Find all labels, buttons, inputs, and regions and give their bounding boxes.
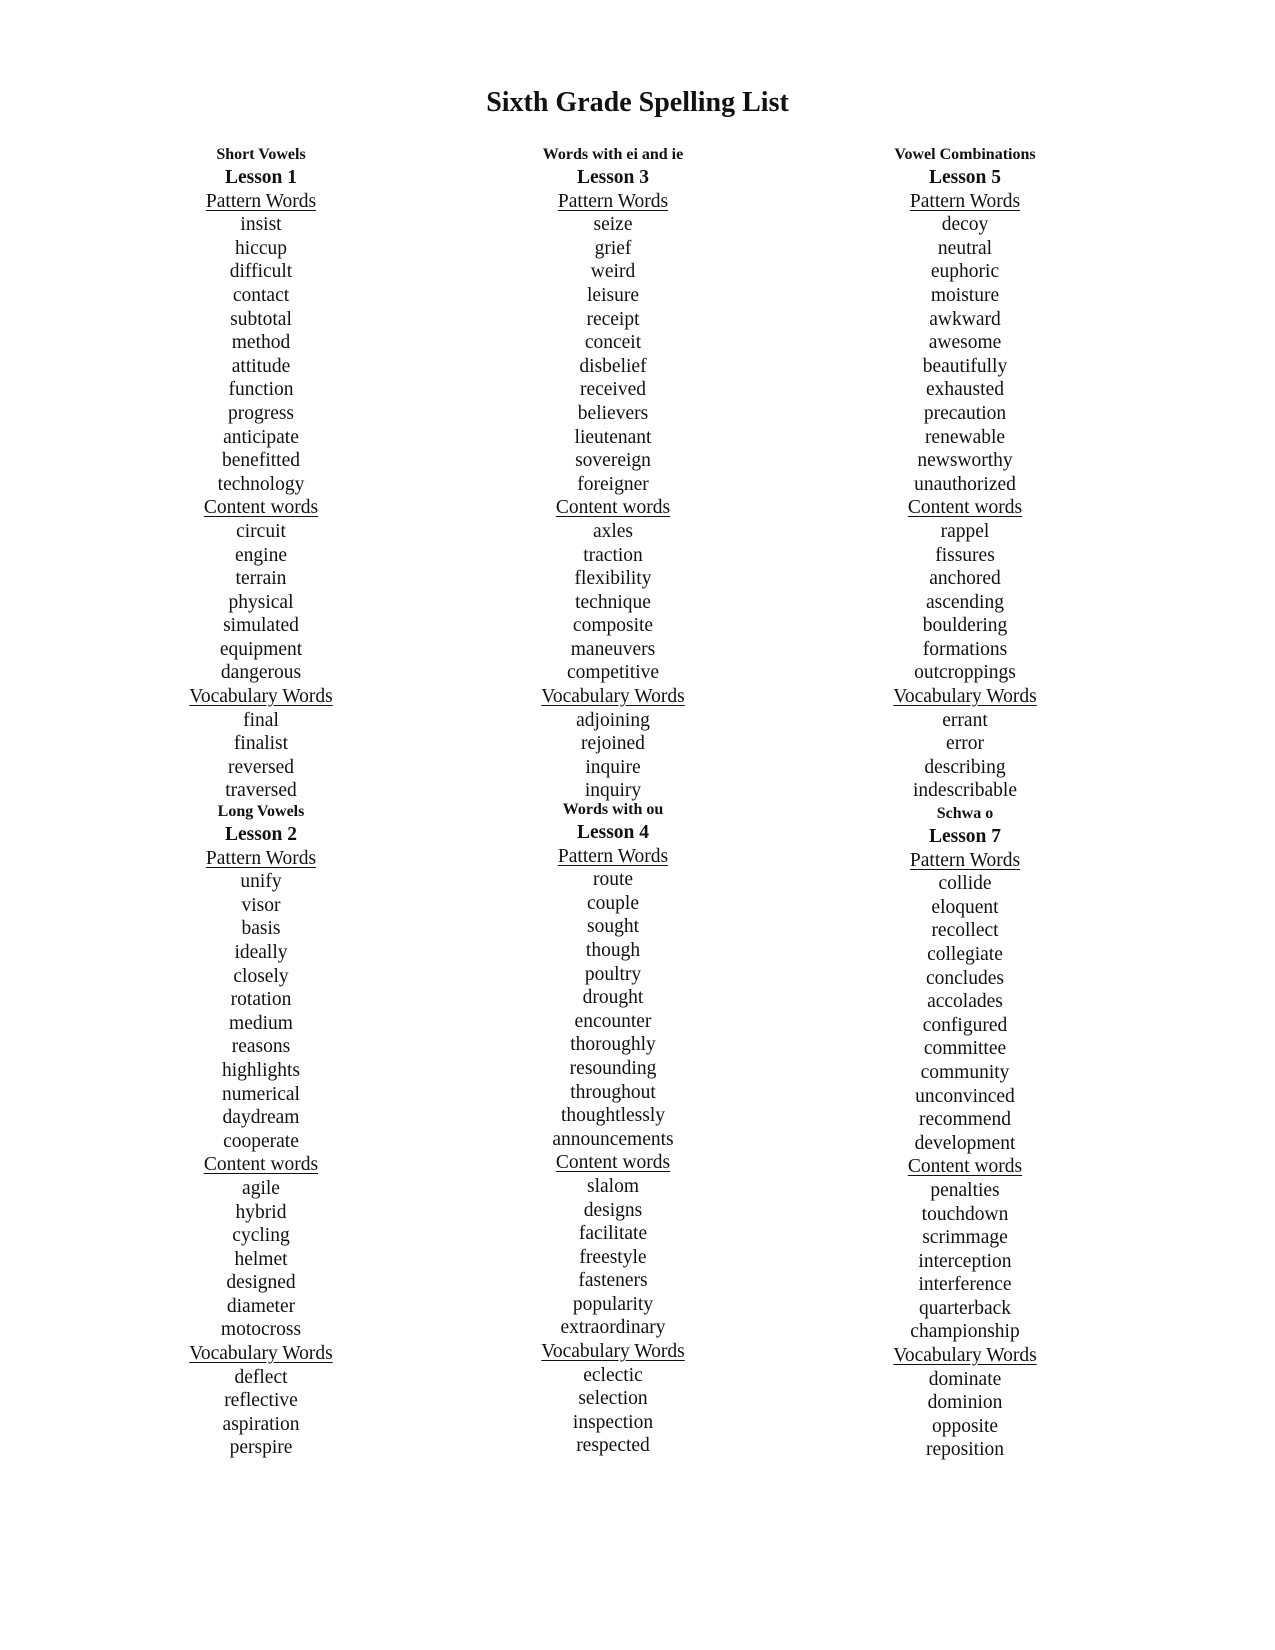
lesson-block [91,801,431,1460]
content-words-heading-text: Content words [203,1154,319,1176]
pattern-word: weird [590,261,636,283]
pattern-word: foreigner [577,473,649,495]
pattern-word: technology [217,473,305,495]
vocabulary-word: dominate [928,1368,1002,1390]
lesson-number: Lesson 7 [928,826,1002,847]
vocabulary-words-heading-text: Vocabulary Words [541,686,685,708]
lesson-block [443,799,783,1458]
content-words-heading-text: Content words [555,497,671,519]
pattern-words-heading-text: Pattern Words [909,849,1021,871]
pattern-word: contact [232,284,290,306]
content-word: designed [226,1272,296,1294]
content-word: touchdown [921,1203,1009,1225]
vocabulary-word: selection [578,1388,648,1410]
pattern-word: sought [586,916,639,938]
vocabulary-word: finalist [233,733,289,755]
content-word: scrimmage [922,1227,1008,1249]
pattern-words-heading-text: Pattern Words [557,845,669,867]
vocabulary-words-heading [91,1342,431,1366]
vocabulary-word: errant [942,709,988,731]
content-word: popularity [572,1293,654,1315]
pattern-words-heading [91,190,431,214]
content-word: cycling [232,1225,290,1247]
vocabulary-word: reflective [224,1390,298,1412]
pattern-word: neutral [937,237,993,259]
content-word: formations [922,638,1008,660]
vocabulary-word: rejoined [581,733,645,755]
lesson-block [795,144,1135,803]
pattern-word: progress [227,402,295,424]
pattern-word: received [579,379,647,401]
content-word: axles [592,520,634,542]
pattern-word: drought [582,987,644,1009]
content-words-heading [795,496,1135,520]
pattern-words-heading [795,849,1135,873]
pattern-word: concludes [926,967,1004,989]
pattern-word: though [585,939,641,961]
pattern-word: attitude [231,355,291,377]
pattern-word: awkward [929,308,1001,330]
content-words-heading [91,1153,431,1177]
content-word: equipment [219,638,303,660]
pattern-word: unauthorized [914,473,1016,495]
pattern-word: decoy [941,214,989,236]
vocabulary-word: inquiry [584,780,642,802]
content-word: ascending [926,591,1004,613]
pattern-word: disbelief [579,355,647,377]
pattern-word: thoroughly [570,1034,656,1056]
pattern-word: development [914,1132,1016,1154]
pattern-word: closely [233,965,289,987]
content-word: quarterback [918,1297,1012,1319]
pattern-word: highlights [221,1059,300,1081]
vocabulary-word: aspiration [222,1413,300,1435]
pattern-words-heading [443,845,783,869]
content-word: anchored [929,568,1001,590]
pattern-word: resounding [569,1057,657,1079]
vocabulary-word: adjoining [576,709,650,731]
content-word: diameter [226,1295,296,1317]
lesson-category: Long Vowels [217,803,305,820]
content-word: traction [583,544,643,566]
content-word: hybrid [235,1201,287,1223]
content-word: extraordinary [560,1317,666,1339]
vocabulary-words-heading-text: Vocabulary Words [893,686,1037,708]
pattern-word: difficult [229,261,293,283]
pattern-word: leisure [587,284,639,306]
pattern-word: couple [587,892,639,914]
pattern-word: collide [938,873,992,895]
vocabulary-word: error [946,733,984,755]
vocabulary-word: dominion [927,1392,1003,1414]
lesson-category: Schwa o [936,805,994,822]
content-words-heading-text: Content words [555,1152,671,1174]
content-word: maneuvers [570,638,656,660]
pattern-word: believers [577,402,649,424]
content-word: slalom [587,1175,639,1197]
lesson-number: Lesson 4 [576,822,650,843]
pattern-word: cooperate [223,1130,299,1152]
vocabulary-words-heading [443,1340,783,1364]
pattern-word: unify [240,871,282,893]
lesson-block [443,144,783,803]
lesson-block [795,803,1135,1462]
pattern-word: visor [241,894,281,916]
page-title: Sixth Grade Spelling List [486,87,789,118]
vocabulary-words-heading [795,1344,1135,1368]
vocabulary-word: perspire [229,1437,293,1459]
vocabulary-words-heading-text: Vocabulary Words [893,1345,1037,1367]
pattern-word: grief [594,237,632,259]
pattern-word: basis [241,918,281,940]
pattern-word: seize [593,214,633,236]
pattern-word: method [231,332,291,354]
pattern-word: insist [240,214,282,236]
vocabulary-words-heading [795,685,1135,709]
pattern-word: medium [229,1012,293,1034]
content-words-heading [443,496,783,520]
pattern-word: anticipate [223,426,299,448]
pattern-word: route [592,869,634,891]
pattern-word: rotation [230,989,292,1011]
pattern-word: collegiate [927,943,1003,965]
pattern-word: daydream [222,1107,300,1129]
content-words-heading-text: Content words [203,497,319,519]
content-word: simulated [223,615,299,637]
content-word: terrain [235,568,287,590]
content-word: agile [242,1177,280,1199]
content-word: competitive [566,662,660,684]
vocabulary-word: respected [576,1435,650,1457]
pattern-word: numerical [222,1083,300,1105]
pattern-word: function [228,379,294,401]
lesson-category: Vowel Combinations [894,146,1036,163]
vocabulary-word: indescribable [913,780,1017,802]
pattern-word: receipt [586,308,640,330]
pattern-word: throughout [570,1081,656,1103]
vocabulary-words-heading [91,685,431,709]
vocabulary-word: inquire [585,756,641,778]
pattern-word: unconvinced [915,1085,1015,1107]
pattern-word: recommend [918,1109,1012,1131]
vocabulary-word: deflect [234,1366,288,1388]
pattern-word: announcements [552,1128,674,1150]
vocabulary-word: eclectic [583,1364,643,1386]
pattern-word: renewable [924,426,1006,448]
pattern-words-heading [91,847,431,871]
vocabulary-word: reversed [227,756,295,778]
content-word: dangerous [220,662,302,684]
pattern-word: community [920,1061,1010,1083]
pattern-word: recollect [931,920,999,942]
pattern-word: conceit [584,332,642,354]
pattern-word: configured [922,1014,1008,1036]
vocabulary-word: final [243,709,279,731]
pattern-words-heading-text: Pattern Words [557,190,669,212]
content-word: interference [918,1274,1012,1296]
content-word: outcroppings [914,662,1016,684]
lesson-block [91,144,431,803]
vocabulary-word: inspection [572,1411,654,1433]
content-word: physical [228,591,294,613]
content-word: circuit [236,520,286,542]
lesson-category: Short Vowels [216,146,306,163]
content-word: engine [235,544,287,566]
content-words-heading [443,1151,783,1175]
pattern-word: lieutenant [574,426,652,448]
content-word: composite [572,615,654,637]
vocabulary-word: describing [924,756,1006,778]
pattern-word: awesome [928,332,1002,354]
lesson-number: Lesson 2 [224,824,298,845]
pattern-word: sovereign [575,450,651,472]
vocabulary-word: reposition [926,1439,1004,1461]
pattern-word: exhausted [926,379,1004,401]
content-word: interception [918,1250,1012,1272]
content-words-heading-text: Content words [907,1156,1023,1178]
pattern-words-heading-text: Pattern Words [205,847,317,869]
pattern-word: hiccup [235,237,287,259]
pattern-word: beautifully [922,355,1008,377]
content-word: penalties [930,1179,1000,1201]
vocabulary-words-heading-text: Vocabulary Words [541,1341,685,1363]
content-word: bouldering [922,615,1008,637]
pattern-word: encounter [574,1010,652,1032]
lesson-number: Lesson 5 [928,167,1002,188]
content-word: championship [910,1321,1020,1343]
pattern-word: newsworthy [917,450,1013,472]
pattern-words-heading-text: Pattern Words [205,190,317,212]
pattern-word: poultry [584,963,642,985]
content-word: fissures [935,544,995,566]
content-word: fasteners [578,1270,648,1292]
pattern-word: accolades [927,991,1003,1013]
vocabulary-words-heading-text: Vocabulary Words [189,1343,333,1365]
content-word: designs [583,1199,643,1221]
vocabulary-word: traversed [225,780,297,802]
pattern-words-heading-text: Pattern Words [909,190,1021,212]
pattern-word: benefitted [222,450,300,472]
content-word: motocross [220,1319,302,1341]
vocabulary-word: opposite [931,1415,999,1437]
content-words-heading [91,496,431,520]
content-word: technique [575,591,651,613]
lesson-number: Lesson 3 [576,167,650,188]
content-words-heading-text: Content words [907,497,1023,519]
content-word: flexibility [574,568,652,590]
pattern-word: euphoric [930,261,1000,283]
content-word: facilitate [578,1223,648,1245]
content-word: helmet [234,1248,288,1270]
lesson-number: Lesson 1 [224,167,298,188]
pattern-word: committee [923,1038,1007,1060]
pattern-words-heading [795,190,1135,214]
content-words-heading [795,1155,1135,1179]
lesson-category: Words with ei and ie [542,146,684,163]
pattern-word: eloquent [931,896,999,918]
pattern-word: thoughtlessly [560,1105,665,1127]
pattern-word: subtotal [230,308,292,330]
vocabulary-words-heading [443,685,783,709]
content-word: rappel [940,520,990,542]
pattern-word: precaution [923,402,1007,424]
pattern-word: moisture [930,284,1000,306]
pattern-word: reasons [231,1036,291,1058]
content-word: freestyle [579,1246,647,1268]
pattern-word: ideally [234,941,288,963]
pattern-words-heading [443,190,783,214]
vocabulary-words-heading-text: Vocabulary Words [189,686,333,708]
lesson-category: Words with ou [562,801,664,818]
